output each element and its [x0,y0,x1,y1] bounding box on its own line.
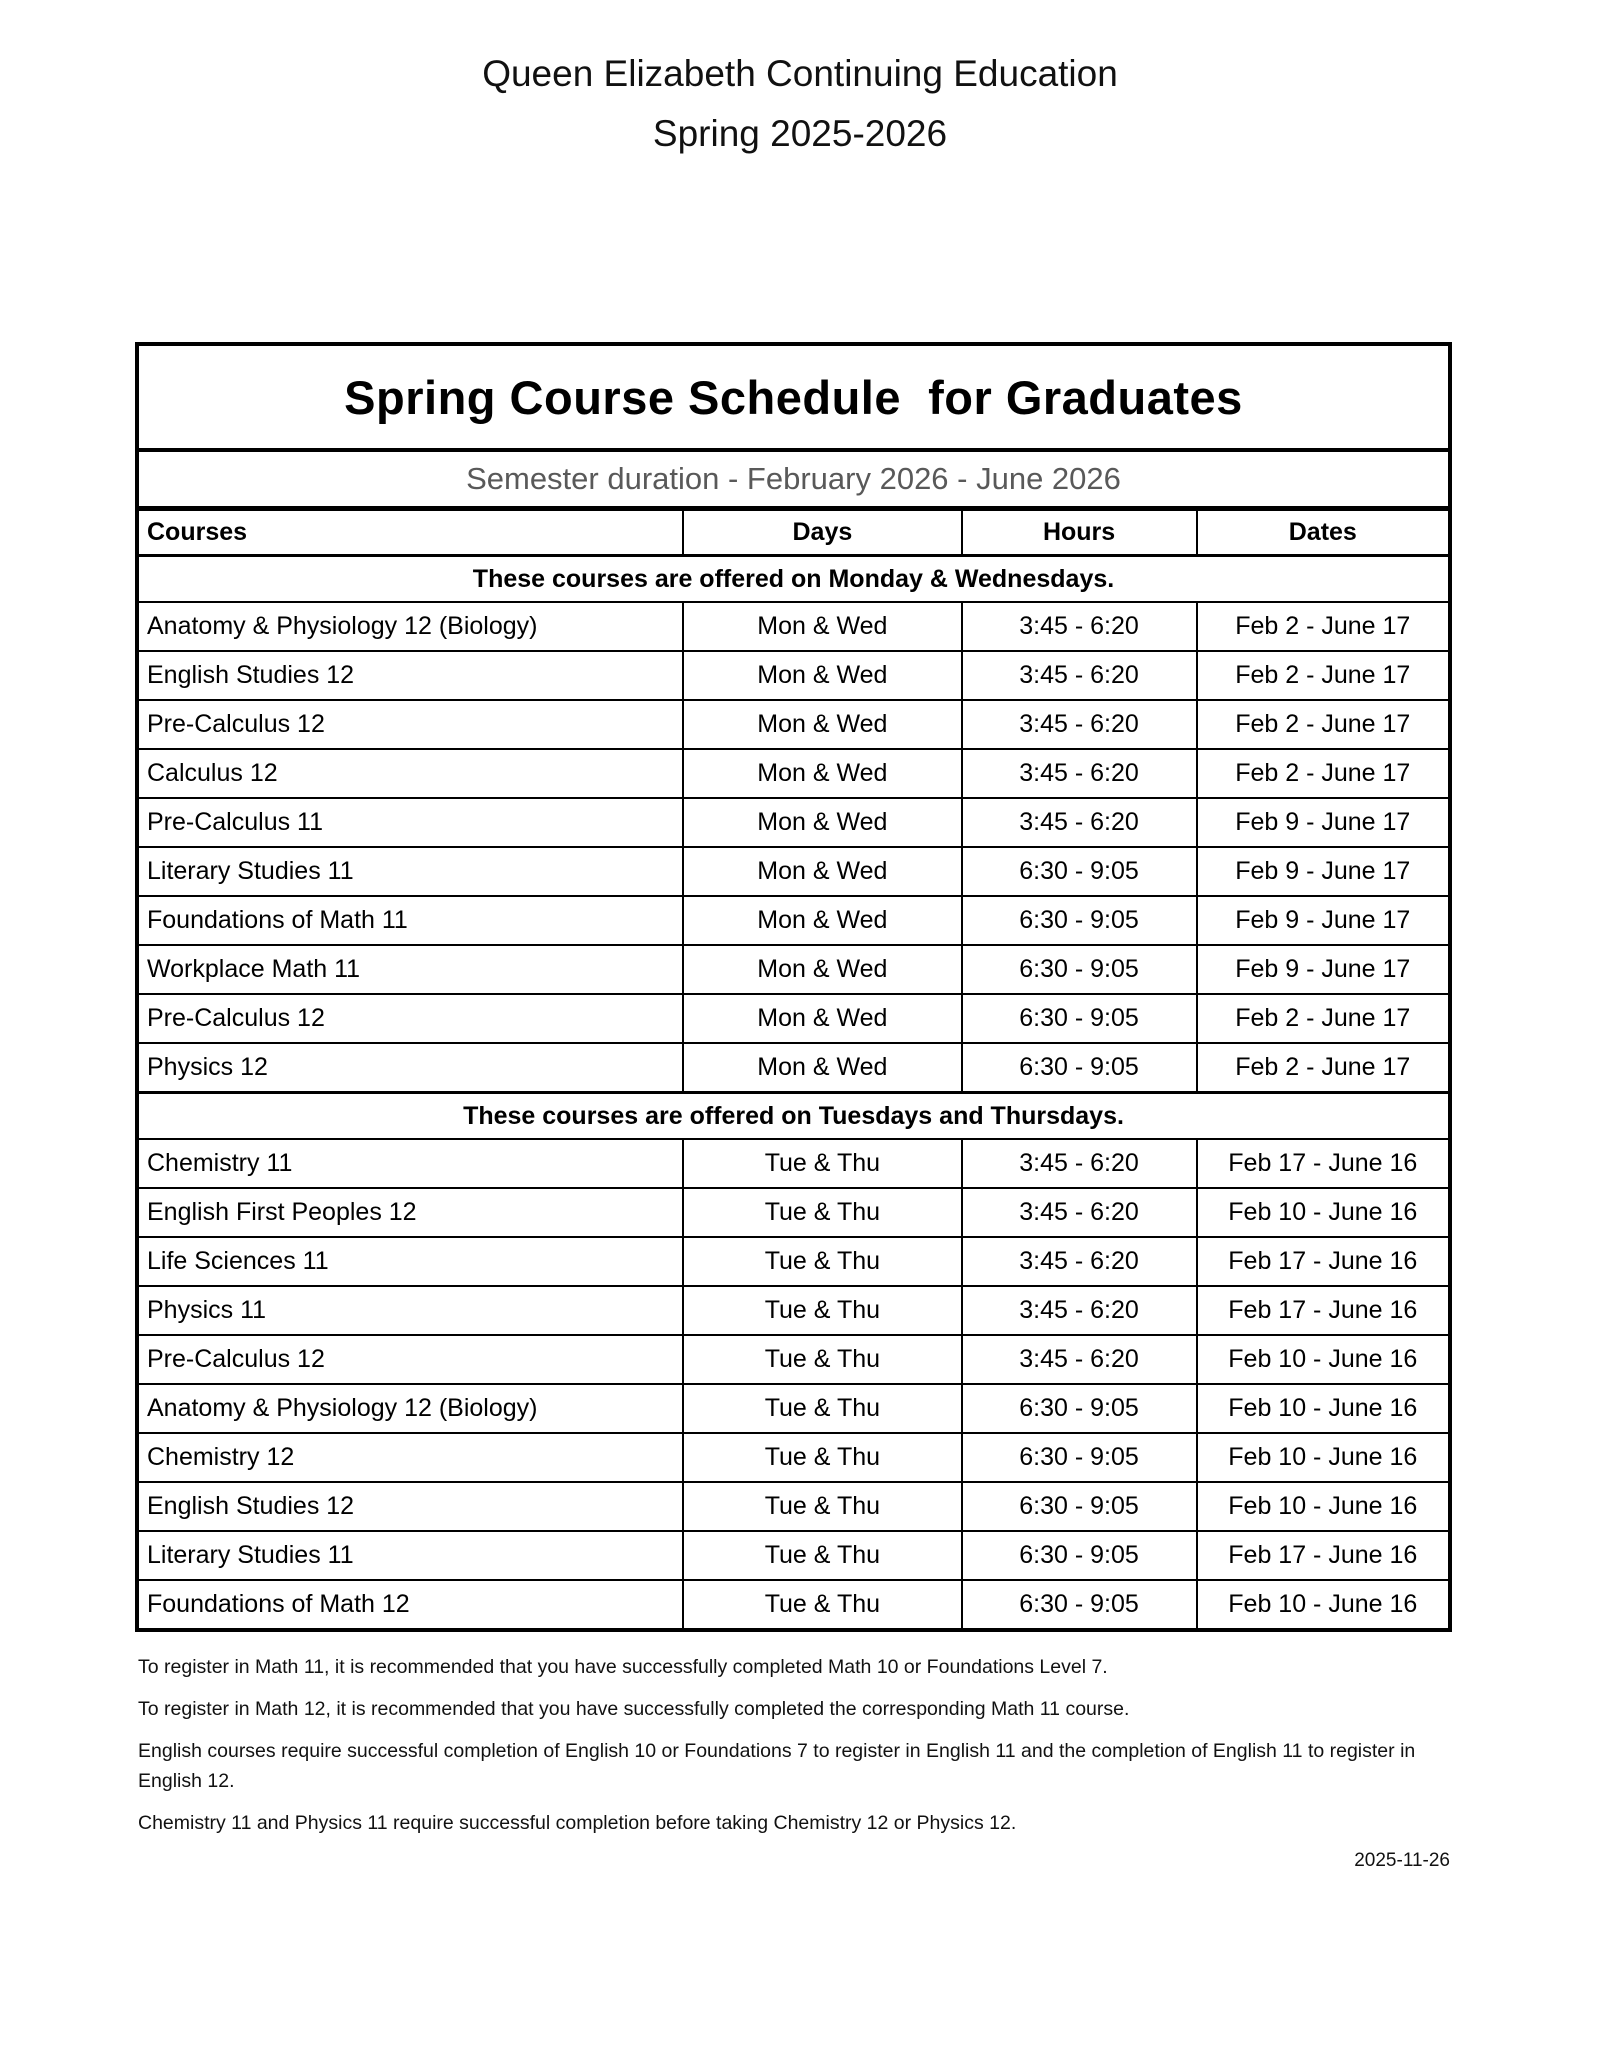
dates-cell: Feb 9 - June 17 [1197,798,1450,847]
column-header-hours: Hours [962,509,1197,556]
dates-cell: Feb 17 - June 16 [1197,1286,1450,1335]
course-row [137,1531,1450,1580]
schedule-table-wrapper [135,342,1452,1632]
section-heading-row [137,1093,1450,1140]
dates-cell: Feb 2 - June 17 [1197,1043,1450,1093]
hours-cell: 3:45 - 6:20 [962,1237,1197,1286]
table-subtitle-row [137,450,1450,509]
dates-cell: Feb 10 - June 16 [1197,1188,1450,1237]
dates-cell: Feb 10 - June 16 [1197,1335,1450,1384]
days-cell: Mon & Wed [683,847,961,896]
dates-cell: Feb 17 - June 16 [1197,1531,1450,1580]
days-cell: Tue & Thu [683,1286,961,1335]
page-header [0,0,1600,164]
course-row [137,994,1450,1043]
table-title: Spring Course Schedule for Graduates [137,344,1450,450]
dates-cell: Feb 9 - June 17 [1197,945,1450,994]
course-cell: Pre-Calculus 12 [137,1335,683,1384]
course-cell: Physics 12 [137,1043,683,1093]
dates-cell: Feb 2 - June 17 [1197,651,1450,700]
course-cell: Workplace Math 11 [137,945,683,994]
course-cell: Physics 11 [137,1286,683,1335]
hours-cell: 6:30 - 9:05 [962,994,1197,1043]
footnote-chem-physics: Chemistry 11 and Physics 11 require successful completion before taking Chemistry 12 or Physics 12. [138,1812,1017,1834]
hours-cell: 3:45 - 6:20 [962,602,1197,651]
course-row [137,700,1450,749]
hours-cell: 6:30 - 9:05 [962,1384,1197,1433]
course-cell: Literary Studies 11 [137,847,683,896]
days-cell: Mon & Wed [683,651,961,700]
course-schedule-table [135,342,1452,1632]
course-row [137,651,1450,700]
page-title-line1: Queen Elizabeth Continuing Education [482,53,1118,94]
footnote-english: English courses require successful completion of English 10 or Foundations 7 to register in English 11 and the completion of English 11 to register in English 12. [138,1740,1416,1792]
days-cell: Tue & Thu [683,1335,961,1384]
course-row [137,847,1450,896]
course-row [137,1188,1450,1237]
course-cell: English Studies 12 [137,1482,683,1531]
days-cell: Tue & Thu [683,1433,961,1482]
course-row [137,1139,1450,1188]
hours-cell: 6:30 - 9:05 [962,1531,1197,1580]
dates-cell: Feb 2 - June 17 [1197,749,1450,798]
course-row [137,1433,1450,1482]
column-header-row [137,509,1450,556]
dates-cell: Feb 9 - June 17 [1197,847,1450,896]
days-cell: Mon & Wed [683,1043,961,1093]
footnote-math12: To register in Math 12, it is recommended that you have successfully completed the corresponding Math 11 course. [138,1698,1130,1720]
section-heading: These courses are offered on Monday & Wednesdays. [137,556,1450,603]
dates-cell: Feb 10 - June 16 [1197,1580,1450,1630]
hours-cell: 6:30 - 9:05 [962,1043,1197,1093]
course-row [137,1043,1450,1093]
course-cell: Calculus 12 [137,749,683,798]
dates-cell: Feb 10 - June 16 [1197,1482,1450,1531]
days-cell: Mon & Wed [683,700,961,749]
days-cell: Mon & Wed [683,602,961,651]
days-cell: Tue & Thu [683,1237,961,1286]
days-cell: Mon & Wed [683,896,961,945]
days-cell: Tue & Thu [683,1188,961,1237]
dates-cell: Feb 17 - June 16 [1197,1139,1450,1188]
course-row [137,945,1450,994]
hours-cell: 3:45 - 6:20 [962,798,1197,847]
hours-cell: 3:45 - 6:20 [962,749,1197,798]
hours-cell: 3:45 - 6:20 [962,1139,1197,1188]
hours-cell: 3:45 - 6:20 [962,1335,1197,1384]
course-row [137,1580,1450,1630]
dates-cell: Feb 2 - June 17 [1197,994,1450,1043]
days-cell: Tue & Thu [683,1580,961,1630]
course-cell: Chemistry 11 [137,1139,683,1188]
days-cell: Tue & Thu [683,1482,961,1531]
hours-cell: 6:30 - 9:05 [962,1482,1197,1531]
table-subtitle: Semester duration - February 2026 - June 2026 [137,450,1450,509]
schedule-body [137,344,1450,1630]
course-cell: Life Sciences 11 [137,1237,683,1286]
course-row [137,798,1450,847]
course-cell: Anatomy & Physiology 12 (Biology) [137,602,683,651]
hours-cell: 6:30 - 9:05 [962,847,1197,896]
course-row [137,1237,1450,1286]
course-row [137,896,1450,945]
hours-cell: 3:45 - 6:20 [962,651,1197,700]
hours-cell: 6:30 - 9:05 [962,1580,1197,1630]
dates-cell: Feb 9 - June 17 [1197,896,1450,945]
days-cell: Tue & Thu [683,1139,961,1188]
course-cell: Literary Studies 11 [137,1531,683,1580]
course-cell: Chemistry 12 [137,1433,683,1482]
column-header-dates: Dates [1197,509,1450,556]
course-cell: Pre-Calculus 12 [137,700,683,749]
hours-cell: 6:30 - 9:05 [962,1433,1197,1482]
dates-cell: Feb 17 - June 16 [1197,1237,1450,1286]
days-cell: Mon & Wed [683,994,961,1043]
hours-cell: 3:45 - 6:20 [962,1188,1197,1237]
hours-cell: 6:30 - 9:05 [962,945,1197,994]
course-cell: Foundations of Math 11 [137,896,683,945]
footnotes [138,1652,1440,1838]
days-cell: Mon & Wed [683,749,961,798]
section-heading: These courses are offered on Tuesdays and Thursdays. [137,1093,1450,1140]
revision-date: 2025-11-26 [1354,1850,1450,1871]
dates-cell: Feb 10 - June 16 [1197,1384,1450,1433]
course-cell: English First Peoples 12 [137,1188,683,1237]
hours-cell: 3:45 - 6:20 [962,700,1197,749]
column-header-courses: Courses [137,509,683,556]
days-cell: Mon & Wed [683,945,961,994]
page-title-line2: Spring 2025-2026 [652,113,948,154]
hours-cell: 6:30 - 9:05 [962,896,1197,945]
days-cell: Tue & Thu [683,1384,961,1433]
course-cell: Pre-Calculus 12 [137,994,683,1043]
course-row [137,749,1450,798]
footnote-math11: To register in Math 11, it is recommended that you have successfully completed Math 10 or Foundations Level 7. [138,1656,1108,1678]
course-row [137,1286,1450,1335]
hours-cell: 3:45 - 6:20 [962,1286,1197,1335]
dates-cell: Feb 2 - June 17 [1197,602,1450,651]
course-row [137,1482,1450,1531]
table-title-row [137,344,1450,450]
course-row [137,1384,1450,1433]
course-row [137,1335,1450,1384]
course-cell: Foundations of Math 12 [137,1580,683,1630]
course-row [137,602,1450,651]
dates-cell: Feb 10 - June 16 [1197,1433,1450,1482]
days-cell: Tue & Thu [683,1531,961,1580]
column-header-days: Days [683,509,961,556]
course-cell: Anatomy & Physiology 12 (Biology) [137,1384,683,1433]
dates-cell: Feb 2 - June 17 [1197,700,1450,749]
course-cell: English Studies 12 [137,651,683,700]
section-heading-row [137,556,1450,603]
days-cell: Mon & Wed [683,798,961,847]
course-cell: Pre-Calculus 11 [137,798,683,847]
